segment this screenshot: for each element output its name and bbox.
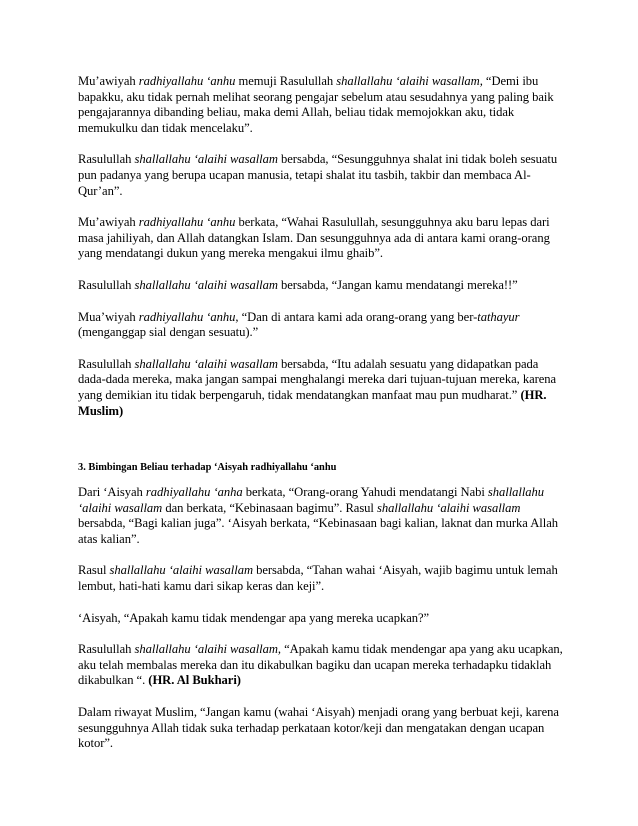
italic-text: radhiyallahu ‘anhu — [138, 215, 236, 230]
text-run: bersabda, “Jangan kamu mendatangi mereka!!” — [277, 277, 518, 292]
italic-text: shallallahu ‘alaihi wasallam — [376, 500, 521, 515]
citation-text: (HR. Al Bukhari) — [148, 673, 241, 688]
text-run: Mua’wiyah — [78, 309, 139, 324]
italic-text: radhiyallahu ‘anhu — [138, 309, 236, 324]
text-run: Mu’awiyah — [78, 215, 139, 230]
text-run: Rasulullah — [78, 152, 135, 167]
text-run: Dari ‘Aisyah — [78, 485, 146, 500]
paragraph — [78, 215, 564, 262]
paragraph — [78, 563, 564, 594]
text-run: bersabda, “Tahan wahai ‘Aisyah, wajib bagimu untuk lemah lembut, hati-hati kamu dari sikap keras dan keji”. — [78, 563, 558, 594]
paragraph — [78, 74, 564, 136]
italic-text: radhiyallahu ‘anha — [145, 485, 243, 500]
section-heading: 3. Bimbingan Beliau terhadap ‘Aisyah radhiyallahu ‘anhu — [78, 462, 337, 474]
paragraph — [78, 611, 564, 627]
text-run: Rasulullah — [78, 356, 135, 371]
paragraph — [78, 152, 564, 199]
text-run: berkata, “Wahai Rasulullah, sesungguhnya aku baru lepas dari masa jahiliyah, dan Allah datangkan Islam. Dan sesungguhnya ada di antara kami orang-orang yang mendatangi dukun yang mereka mengakui ilmu ghaib”. — [78, 215, 550, 261]
paragraph-group-1 — [78, 74, 564, 419]
text-run: , “Dan di antara kami ada orang-orang yang ber- — [235, 309, 478, 324]
italic-text: shallallahu ‘alaihi wasallam — [134, 277, 278, 292]
paragraph — [78, 310, 564, 341]
text-run: dan berkata, “Kebinasaan bagimu”. Rasul — [162, 500, 377, 515]
text-run: “Apakah kamu tidak mendengar apa yang aku ucapkan, aku telah membalas mereka dan itu dikabulkan bagiku dan ucapan mereka terhadapku tidaklah dikabulkan “. — [78, 642, 563, 688]
italic-text: radhiyallahu ‘anhu — [138, 74, 236, 88]
italic-text: tathayur — [477, 309, 520, 324]
text-run: “Demi ibu bapakku, aku tidak pernah melihat seorang pengajar sebelum atau sesudahnya yang paling baik pengajarannya dibanding beliau, maka demi Allah, beliau tidak memojokkan aku, tidak memukulku dan tidak mencelaku”. — [78, 74, 554, 135]
italic-text: shallallahu ‘alaihi wasallam — [109, 563, 253, 578]
text-run: bersabda, “Sesungguhnya shalat ini tidak boleh sesuatu pun padanya yang berupa ucapan manusia, tetapi shalat itu tasbih, takbir dan membaca Al-Qur’an”. — [78, 152, 558, 198]
text-run: Rasulullah — [78, 277, 135, 292]
italic-text: shallallahu ‘alaihi wasallam — [134, 356, 278, 371]
text-run: Dalam riwayat Muslim, “Jangan kamu (wahai ‘Aisyah) menjadi orang yang berbuat keji, karena sesungguhnya Allah tidak suka terhadap perkataan kotor/keji dan mengatakan dengan ucapan kotor”. — [78, 705, 559, 751]
paragraph — [78, 278, 564, 294]
italic-text: shallallahu ‘alaihi wasallam — [78, 485, 545, 515]
document-body — [78, 74, 564, 768]
paragraph-group-2 — [78, 485, 564, 752]
citation-text: (HR. Muslim) — [78, 387, 547, 418]
paragraph — [78, 642, 564, 689]
text-run: memuji Rasulullah — [235, 74, 337, 88]
paragraph — [78, 705, 564, 752]
italic-text: shallallahu ‘alaihi wasallam, — [134, 642, 282, 657]
text-run: Rasulullah — [78, 642, 135, 657]
italic-text: shallallahu ‘alaihi wasallam, — [336, 74, 483, 88]
paragraph — [78, 357, 564, 419]
text-run: ‘Aisyah, “Apakah kamu tidak mendengar apa yang mereka ucapkan?” — [78, 610, 430, 625]
paragraph — [78, 485, 564, 547]
text-run: Rasul — [78, 563, 110, 578]
text-run: (menganggap sial dengan sesuatu).” — [78, 325, 259, 340]
text-run: bersabda, “Itu adalah sesuatu yang didapatkan pada dada-dada mereka, maka jangan sampai menghalangi mereka dari tujuan-tujuan mereka, karena yang demikian itu tidak berpengaruh, tidak mendatangkan manfaat mau pun mudharat.” — [78, 356, 557, 402]
text-run: bersabda, “Bagi kalian juga”. ‘Aisyah berkata, “Kebinasaan bagi kalian, laknat dan murka Allah atas kalian”. — [78, 516, 558, 546]
text-run: berkata, “Orang-orang Yahudi mendatangi Nabi — [242, 485, 488, 500]
text-run: Mu’awiyah — [78, 74, 139, 88]
italic-text: shallallahu ‘alaihi wasallam — [134, 152, 278, 167]
